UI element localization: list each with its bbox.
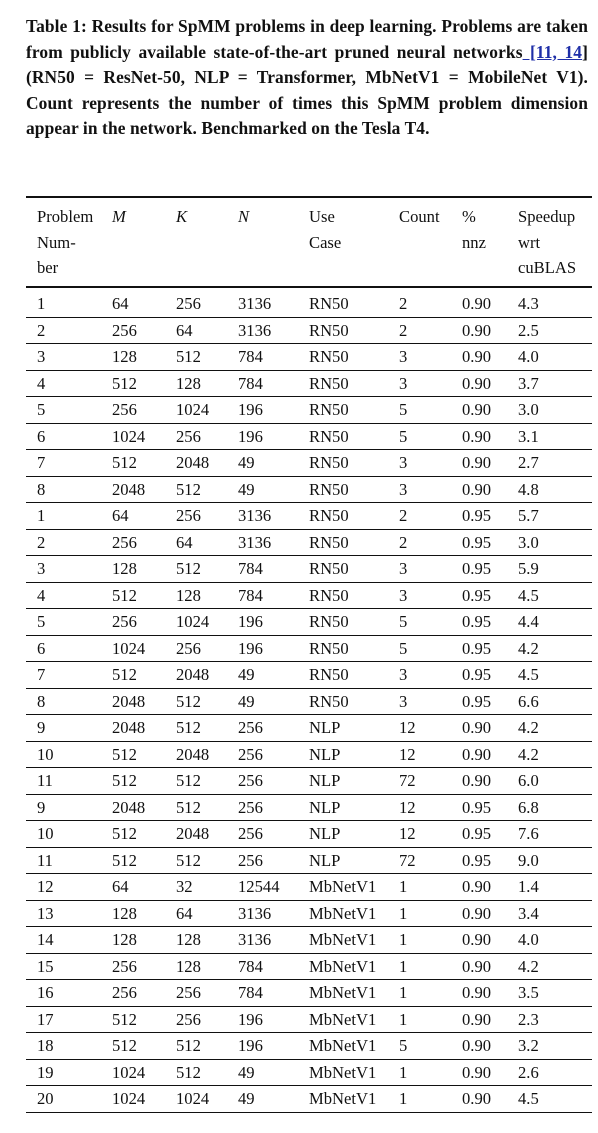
cell-problem-number: 2 (37, 320, 46, 340)
cell-speedup: 4.2 (518, 744, 539, 764)
cell-speedup: 4.5 (518, 665, 539, 684)
cell-n: 3136 (238, 532, 272, 552)
cell-n: 784 (238, 559, 263, 578)
cell-problem-number: 5 (37, 612, 46, 631)
cell-speedup: 3.0 (518, 400, 539, 419)
cell-problem-number: 13 (37, 903, 54, 923)
table-row (26, 821, 592, 848)
table-row (26, 954, 592, 981)
cell-problem-number: 7 (37, 665, 46, 684)
cell-count: 1 (399, 1062, 408, 1082)
cell-speedup: 6.0 (518, 771, 539, 790)
cell-problem-number: 1 (37, 506, 46, 525)
cell-k: 128 (176, 956, 201, 976)
cell-n: 196 (238, 612, 263, 631)
cell-nnz: 0.95 (462, 506, 492, 525)
cell-speedup: 4.2 (518, 718, 539, 737)
cell-speedup: 9.0 (518, 850, 539, 870)
cell-n: 256 (238, 824, 263, 843)
header-count: Count (399, 207, 440, 226)
cell-m: 512 (112, 850, 137, 870)
cell-use-case: RN50 (309, 691, 349, 711)
cell-k: 512 (176, 691, 201, 711)
cell-speedup: 3.7 (518, 373, 539, 393)
cell-m: 128 (112, 930, 137, 949)
cell-problem-number: 5 (37, 400, 46, 419)
cell-use-case: RN50 (309, 294, 349, 313)
cell-use-case: MbNetV1 (309, 1089, 377, 1108)
cell-m: 128 (112, 903, 137, 923)
table-row (26, 901, 592, 928)
cell-count: 1 (399, 877, 408, 896)
cell-count: 2 (399, 320, 408, 340)
cell-nnz: 0.90 (462, 373, 492, 393)
cell-problem-number: 11 (37, 771, 53, 790)
cell-n: 3136 (238, 903, 272, 923)
header-use-case: Use Case (309, 207, 342, 252)
cell-nnz: 0.95 (462, 850, 492, 870)
cell-m: 1024 (112, 638, 146, 658)
cell-n: 3136 (238, 320, 272, 340)
cell-n: 256 (238, 718, 263, 737)
cell-k: 2048 (176, 744, 210, 764)
table-row (26, 1060, 592, 1087)
cell-k: 1024 (176, 400, 210, 419)
cell-problem-number: 12 (37, 877, 54, 896)
cell-problem-number: 8 (37, 691, 46, 711)
header-nnz: % nnz (462, 207, 486, 252)
cell-use-case: MbNetV1 (309, 1062, 377, 1082)
table-row (26, 927, 592, 954)
table-row (26, 371, 592, 398)
table-row (26, 795, 592, 822)
cell-speedup: 3.5 (518, 983, 539, 1002)
cell-problem-number: 16 (37, 983, 54, 1002)
cell-count: 72 (399, 771, 416, 790)
cell-use-case: RN50 (309, 373, 349, 393)
table-row (26, 636, 592, 663)
cell-k: 256 (176, 638, 201, 658)
cell-speedup: 7.6 (518, 824, 539, 843)
cell-nnz: 0.95 (462, 612, 492, 631)
cell-m: 512 (112, 665, 137, 684)
table-row (26, 662, 592, 689)
cell-use-case: RN50 (309, 638, 349, 658)
cell-problem-number: 4 (37, 585, 46, 605)
cell-speedup: 5.7 (518, 506, 539, 525)
cell-speedup: 4.2 (518, 638, 539, 658)
cell-problem-number: 2 (37, 532, 46, 552)
cell-n: 256 (238, 850, 263, 870)
cell-count: 1 (399, 930, 408, 949)
table-row (26, 689, 592, 716)
cell-use-case: NLP (309, 744, 341, 764)
cell-speedup: 2.5 (518, 320, 539, 340)
cell-k: 256 (176, 1009, 201, 1029)
cell-use-case: RN50 (309, 612, 349, 631)
cell-count: 5 (399, 638, 408, 658)
cell-m: 256 (112, 983, 137, 1002)
cell-use-case: NLP (309, 850, 341, 870)
cell-nnz: 0.95 (462, 665, 492, 684)
table-row (26, 1086, 592, 1113)
cell-count: 3 (399, 347, 408, 366)
cell-use-case: RN50 (309, 585, 349, 605)
cell-nnz: 0.90 (462, 479, 492, 499)
cell-n: 196 (238, 1009, 263, 1029)
cell-count: 1 (399, 903, 408, 923)
cell-m: 128 (112, 347, 137, 366)
cell-k: 512 (176, 1062, 201, 1082)
cell-m: 512 (112, 771, 137, 790)
cell-count: 3 (399, 585, 408, 605)
cell-m: 512 (112, 824, 137, 843)
cell-use-case: RN50 (309, 400, 349, 419)
cell-nnz: 0.90 (462, 426, 492, 446)
cell-speedup: 4.0 (518, 347, 539, 366)
cell-speedup: 5.9 (518, 559, 539, 578)
cell-problem-number: 20 (37, 1089, 54, 1108)
cell-k: 512 (176, 850, 201, 870)
cell-problem-number: 6 (37, 426, 46, 446)
cell-n: 49 (238, 1062, 255, 1082)
cell-n: 49 (238, 665, 255, 684)
cell-count: 3 (399, 479, 408, 499)
cell-count: 3 (399, 559, 408, 578)
cell-speedup: 2.6 (518, 1062, 539, 1082)
table-row (26, 848, 592, 875)
cell-nnz: 0.90 (462, 320, 492, 340)
cell-m: 512 (112, 373, 137, 393)
cell-m: 512 (112, 585, 137, 605)
cell-k: 128 (176, 585, 201, 605)
cell-count: 1 (399, 983, 408, 1002)
table-row (26, 874, 592, 901)
cell-m: 256 (112, 612, 137, 631)
cell-problem-number: 17 (37, 1009, 54, 1029)
cell-k: 256 (176, 506, 201, 525)
cell-speedup: 1.4 (518, 877, 539, 896)
table-row (26, 980, 592, 1007)
cell-problem-number: 7 (37, 453, 46, 472)
cell-nnz: 0.95 (462, 691, 492, 711)
cell-m: 1024 (112, 1089, 146, 1108)
cell-speedup: 6.8 (518, 797, 539, 817)
caption-text-1: Table 1: Results for SpMM problems in deep learning. Problems are taken from publicly available state-of-the-art pruned neural networks (26, 16, 588, 62)
cell-problem-number: 14 (37, 930, 54, 949)
table-row (26, 715, 592, 742)
table-row (26, 768, 592, 795)
cell-n: 49 (238, 453, 255, 472)
cell-m: 512 (112, 453, 137, 472)
cell-k: 512 (176, 347, 201, 366)
cell-k: 512 (176, 479, 201, 499)
cell-count: 12 (399, 797, 416, 817)
table-row (26, 318, 592, 345)
cell-nnz: 0.90 (462, 771, 492, 790)
cell-n: 784 (238, 373, 263, 393)
cell-m: 2048 (112, 718, 146, 737)
cell-m: 256 (112, 956, 137, 976)
cell-use-case: RN50 (309, 453, 349, 472)
cell-k: 256 (176, 426, 201, 446)
cell-n: 12544 (238, 877, 280, 896)
cell-speedup: 4.5 (518, 1089, 539, 1108)
cell-use-case: RN50 (309, 559, 349, 578)
header-problem-number: Problem Num- ber (37, 207, 94, 278)
cell-n: 256 (238, 797, 263, 817)
cell-problem-number: 10 (37, 744, 54, 764)
cell-problem-number: 19 (37, 1062, 54, 1082)
cell-count: 12 (399, 824, 416, 843)
cell-m: 128 (112, 559, 137, 578)
cell-n: 784 (238, 585, 263, 605)
citation-link[interactable]: [11, 14 (522, 41, 583, 62)
cell-m: 512 (112, 1036, 137, 1055)
cell-k: 32 (176, 877, 193, 896)
cell-count: 2 (399, 532, 408, 552)
cell-nnz: 0.90 (462, 903, 492, 923)
cell-n: 49 (238, 1089, 255, 1108)
cell-m: 256 (112, 400, 137, 419)
cell-count: 5 (399, 612, 408, 631)
table-top-rule (26, 196, 592, 198)
cell-k: 1024 (176, 612, 210, 631)
cell-speedup: 4.0 (518, 930, 539, 949)
cell-count: 12 (399, 744, 416, 764)
cell-count: 1 (399, 956, 408, 976)
table-row (26, 742, 592, 769)
cell-problem-number: 1 (37, 294, 46, 313)
cell-k: 2048 (176, 453, 210, 472)
cell-m: 2048 (112, 691, 146, 711)
cell-k: 512 (176, 1036, 201, 1055)
cell-k: 512 (176, 718, 201, 737)
cell-nnz: 0.90 (462, 956, 492, 976)
cell-count: 3 (399, 373, 408, 393)
cell-count: 1 (399, 1009, 408, 1029)
cell-n: 256 (238, 771, 263, 790)
cell-m: 64 (112, 294, 129, 313)
cell-problem-number: 9 (37, 797, 46, 817)
cell-count: 2 (399, 294, 408, 313)
cell-m: 1024 (112, 1062, 146, 1082)
table-row (26, 1007, 592, 1034)
table-header-rule (26, 286, 592, 288)
caption-text-2: ] (RN50 = ResNet-50, NLP = Transformer, MbNetV1 = MobileNet V1). Count represents the number of times this SpMM problem dimension appear in the network. Benchmarked on the Tesla T4. (26, 41, 588, 139)
cell-nnz: 0.90 (462, 1036, 492, 1055)
cell-n: 49 (238, 479, 255, 499)
cell-use-case: NLP (309, 718, 341, 737)
table-row (26, 450, 592, 477)
cell-k: 512 (176, 559, 201, 578)
cell-speedup: 2.3 (518, 1009, 539, 1029)
cell-n: 256 (238, 744, 263, 764)
cell-n: 3136 (238, 930, 272, 949)
cell-count: 5 (399, 426, 408, 446)
cell-problem-number: 18 (37, 1036, 54, 1055)
cell-speedup: 4.8 (518, 479, 539, 499)
cell-m: 64 (112, 506, 129, 525)
table-row (26, 530, 592, 557)
cell-speedup: 6.6 (518, 691, 539, 711)
cell-m: 2048 (112, 797, 146, 817)
table-row (26, 1033, 592, 1060)
cell-nnz: 0.95 (462, 585, 492, 605)
table-row (26, 583, 592, 610)
cell-nnz: 0.90 (462, 983, 492, 1002)
cell-problem-number: 11 (37, 850, 53, 870)
cell-n: 49 (238, 691, 255, 711)
cell-use-case: RN50 (309, 426, 349, 446)
cell-m: 256 (112, 320, 137, 340)
cell-use-case: MbNetV1 (309, 1009, 377, 1029)
cell-nnz: 0.90 (462, 400, 492, 419)
cell-speedup: 4.5 (518, 585, 539, 605)
cell-speedup: 3.0 (518, 532, 539, 552)
cell-count: 3 (399, 691, 408, 711)
cell-speedup: 2.7 (518, 453, 539, 472)
cell-count: 3 (399, 665, 408, 684)
cell-k: 2048 (176, 824, 210, 843)
cell-nnz: 0.90 (462, 1009, 492, 1029)
cell-use-case: MbNetV1 (309, 903, 377, 923)
cell-nnz: 0.95 (462, 638, 492, 658)
cell-speedup: 4.2 (518, 956, 539, 976)
cell-nnz: 0.90 (462, 718, 492, 737)
cell-use-case: MbNetV1 (309, 930, 377, 949)
cell-use-case: NLP (309, 771, 341, 790)
cell-n: 196 (238, 400, 263, 419)
cell-problem-number: 10 (37, 824, 54, 843)
cell-m: 2048 (112, 479, 146, 499)
cell-use-case: RN50 (309, 506, 349, 525)
cell-problem-number: 15 (37, 956, 54, 976)
cell-k: 512 (176, 797, 201, 817)
cell-use-case: RN50 (309, 665, 349, 684)
header-n: N (238, 207, 250, 226)
cell-use-case: MbNetV1 (309, 956, 377, 976)
cell-count: 5 (399, 400, 408, 419)
cell-speedup: 4.3 (518, 294, 539, 313)
cell-nnz: 0.90 (462, 877, 492, 896)
cell-n: 784 (238, 347, 263, 366)
header-speedup: Speedup wrt cuBLAS (518, 207, 577, 278)
cell-nnz: 0.95 (462, 532, 492, 552)
cell-m: 1024 (112, 426, 146, 446)
cell-problem-number: 9 (37, 718, 46, 737)
cell-speedup: 4.4 (518, 612, 539, 631)
table-caption (26, 14, 588, 142)
cell-n: 784 (238, 956, 263, 976)
cell-n: 784 (238, 983, 263, 1002)
cell-use-case: MbNetV1 (309, 983, 377, 1002)
table-row (26, 424, 592, 451)
cell-problem-number: 3 (37, 347, 46, 366)
cell-nnz: 0.95 (462, 559, 492, 578)
cell-m: 64 (112, 877, 129, 896)
cell-nnz: 0.90 (462, 294, 492, 313)
cell-use-case: NLP (309, 797, 341, 817)
cell-problem-number: 3 (37, 559, 46, 578)
cell-k: 256 (176, 294, 201, 313)
cell-use-case: RN50 (309, 347, 349, 366)
header-m: M (112, 207, 126, 226)
cell-problem-number: 4 (37, 373, 46, 393)
cell-n: 196 (238, 638, 263, 658)
cell-nnz: 0.90 (462, 1062, 492, 1082)
cell-k: 256 (176, 983, 201, 1002)
cell-nnz: 0.90 (462, 744, 492, 764)
header-k: K (176, 207, 188, 226)
cell-nnz: 0.90 (462, 930, 492, 949)
cell-nnz: 0.90 (462, 1089, 492, 1108)
cell-n: 196 (238, 426, 263, 446)
cell-speedup: 3.4 (518, 903, 539, 923)
cell-count: 2 (399, 506, 408, 525)
cell-k: 512 (176, 771, 201, 790)
cell-k: 64 (176, 532, 193, 552)
cell-k: 64 (176, 903, 193, 923)
cell-count: 12 (399, 718, 416, 737)
cell-k: 128 (176, 930, 201, 949)
table-row (26, 477, 592, 504)
table-row (26, 344, 592, 371)
cell-n: 3136 (238, 294, 272, 313)
cell-n: 196 (238, 1036, 263, 1055)
cell-use-case: NLP (309, 824, 341, 843)
table-row (26, 291, 592, 318)
cell-count: 3 (399, 453, 408, 472)
cell-problem-number: 8 (37, 479, 46, 499)
cell-k: 2048 (176, 665, 210, 684)
cell-use-case: MbNetV1 (309, 1036, 377, 1055)
table-row (26, 609, 592, 636)
cell-nnz: 0.95 (462, 824, 492, 843)
cell-m: 512 (112, 1009, 137, 1029)
cell-k: 1024 (176, 1089, 210, 1108)
cell-n: 3136 (238, 506, 272, 525)
cell-k: 64 (176, 320, 193, 340)
cell-count: 5 (399, 1036, 408, 1055)
cell-m: 256 (112, 532, 137, 552)
cell-use-case: RN50 (309, 532, 349, 552)
table-row (26, 503, 592, 530)
cell-m: 512 (112, 744, 137, 764)
table-row (26, 556, 592, 583)
cell-nnz: 0.90 (462, 453, 492, 472)
cell-nnz: 0.90 (462, 347, 492, 366)
cell-problem-number: 6 (37, 638, 46, 658)
cell-count: 1 (399, 1089, 408, 1108)
cell-use-case: RN50 (309, 320, 349, 340)
table-row (26, 397, 592, 424)
cell-speedup: 3.2 (518, 1036, 539, 1055)
cell-use-case: MbNetV1 (309, 877, 377, 896)
cell-speedup: 3.1 (518, 426, 539, 446)
cell-count: 72 (399, 850, 416, 870)
cell-nnz: 0.95 (462, 797, 492, 817)
cell-use-case: RN50 (309, 479, 349, 499)
cell-k: 128 (176, 373, 201, 393)
